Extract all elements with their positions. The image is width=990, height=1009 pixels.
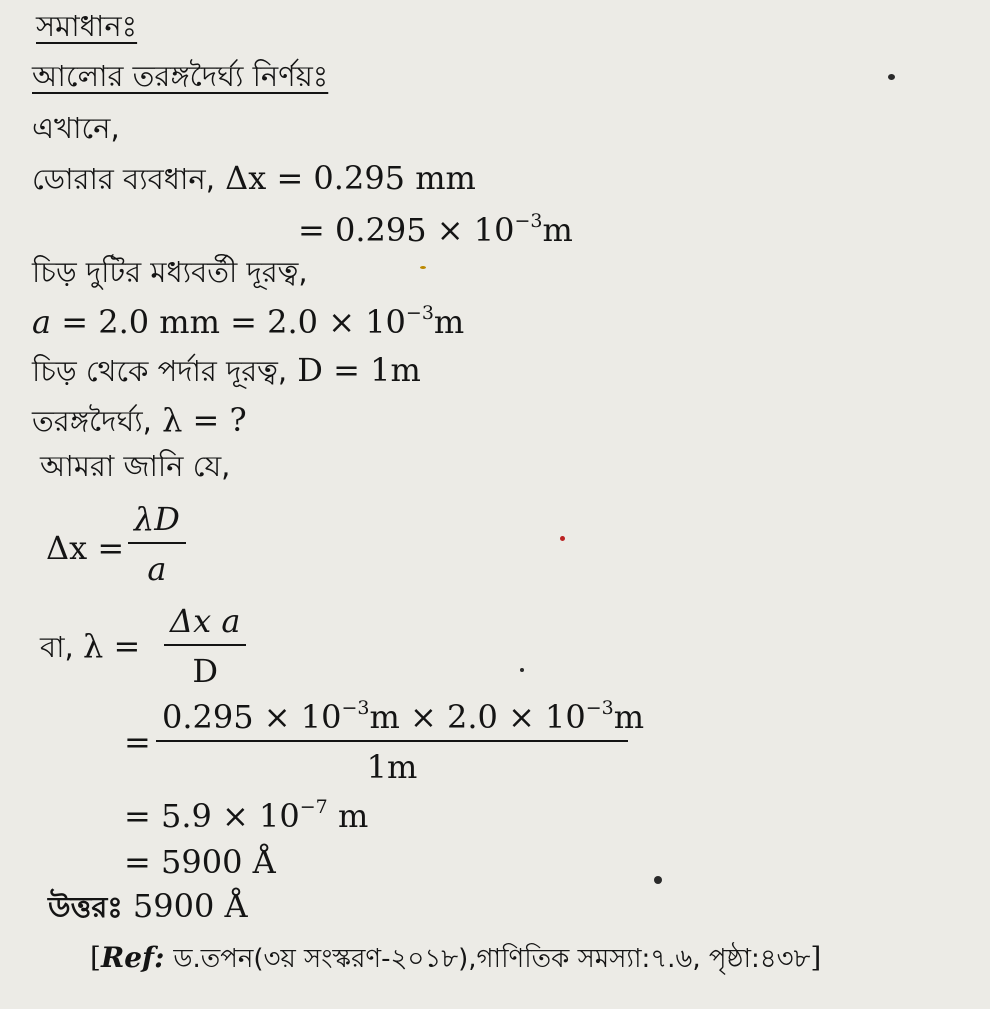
- paper-speck: [888, 74, 895, 80]
- paper-speck: [520, 668, 524, 672]
- fringe-width-label: ডোরার ব্যবধান,: [32, 162, 215, 196]
- answer-line: উত্তরঃ 5900 Å: [48, 887, 248, 925]
- substitution-fraction: $\frac{0.295 \times 10^{-3}m \times 2.0 \times 10^{-3}m}{1m}$: [156, 698, 628, 786]
- formula1-lhs: Δx =: [46, 529, 125, 567]
- paper-speck: [420, 266, 426, 269]
- paper-speck: [654, 876, 662, 884]
- slit-distance-value: a = 2.0 mm = $2.0 \times 10^{-3}m$: [32, 302, 465, 341]
- result-line-2: = 5900 Å: [124, 843, 276, 881]
- result-line-1: = $5.9 \times 10^{-7}$ m: [124, 796, 369, 835]
- formula2-fraction: $\frac{\text{Δx a}}{D}$: [164, 602, 246, 690]
- slit-distance-label: চিড় দুটির মধ্যবর্তী দূরত্ব,: [32, 255, 308, 289]
- formula2-lhs: বা, λ =: [40, 627, 141, 665]
- we-know-line: আমরা জানি যে,: [40, 449, 231, 483]
- fringe-width-line: [32, 159, 476, 197]
- fringe-width-value: Δx = 0.295 mm: [225, 159, 476, 197]
- reference-line: [Ref: ড.তপন(৩য় সংস্করণ-২০১৮),গাণিতিক সমস্যা:৭.৬, পৃষ্ঠা:৪৩৮]: [90, 941, 822, 974]
- wavelength-unknown-line: তরঙ্গদৈর্ঘ্য, λ = ?: [32, 401, 247, 439]
- paper-speck: [560, 536, 565, 541]
- given-label: এখানে,: [32, 111, 120, 145]
- solution-heading: সমাধানঃ: [36, 9, 138, 43]
- substitution-eq: =: [124, 723, 151, 761]
- fringe-width-converted: = $0.295 \times 10^{-3}m$: [298, 210, 573, 249]
- formula1-fraction: $\frac{\lambda D}{a}$: [128, 500, 186, 588]
- subheading: আলোর তরঙ্গদৈর্ঘ্য নির্ণয়ঃ: [32, 59, 329, 93]
- screen-distance-line: চিড় থেকে পর্দার দূরত্ব, D = 1m: [32, 351, 421, 389]
